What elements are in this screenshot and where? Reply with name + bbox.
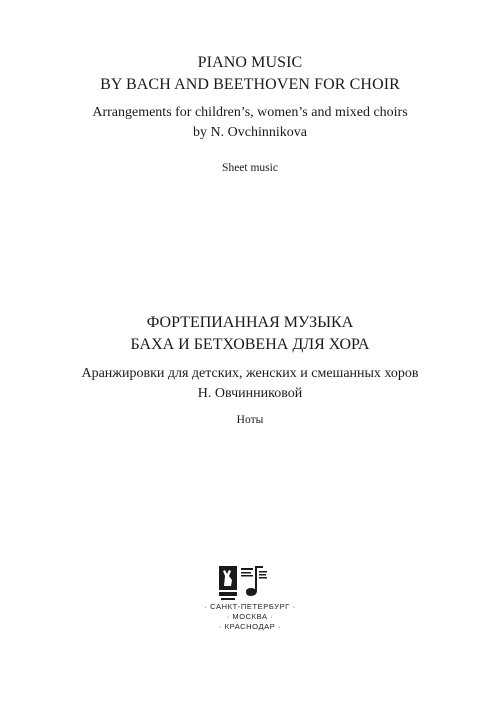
english-title-line-1: PIANO MUSIC: [197, 54, 303, 71]
city-moscow: · МОСКВА ·: [226, 612, 274, 621]
english-subtitle: [0, 103, 500, 143]
english-subtitle-line-1: Arrangements for children’s, women’s and mixed choirs: [92, 105, 408, 120]
russian-title-line-1: ФОРТЕПИАННАЯ МУЗЫКА: [146, 314, 354, 331]
english-title-line-2: BY BACH AND BEETHOVEN FOR CHOIR: [100, 76, 400, 93]
russian-subtitle-line-1: Аранжировки для детских, женских и смешанных хоров: [81, 366, 419, 381]
russian-subtitle-line-2: Н. Овчинниковой: [197, 386, 303, 401]
russian-subtitle: [0, 364, 500, 404]
publisher-cities: [0, 602, 500, 632]
city-krasnodar: · КРАСНОДАР ·: [218, 622, 282, 631]
english-note: Sheet music: [222, 162, 278, 174]
english-subtitle-line-2: by N. Ovchinnikova: [193, 125, 307, 140]
english-title: [0, 52, 500, 96]
publisher-logo-icon: [215, 560, 287, 606]
russian-title-line-2: БАХА И БЕТХОВЕНА ДЛЯ ХОРА: [130, 336, 370, 353]
russian-note: Ноты: [236, 414, 264, 426]
russian-title: [0, 312, 500, 356]
city-saint-petersburg: · САНКТ-ПЕТЕРБУРГ ·: [204, 602, 296, 611]
